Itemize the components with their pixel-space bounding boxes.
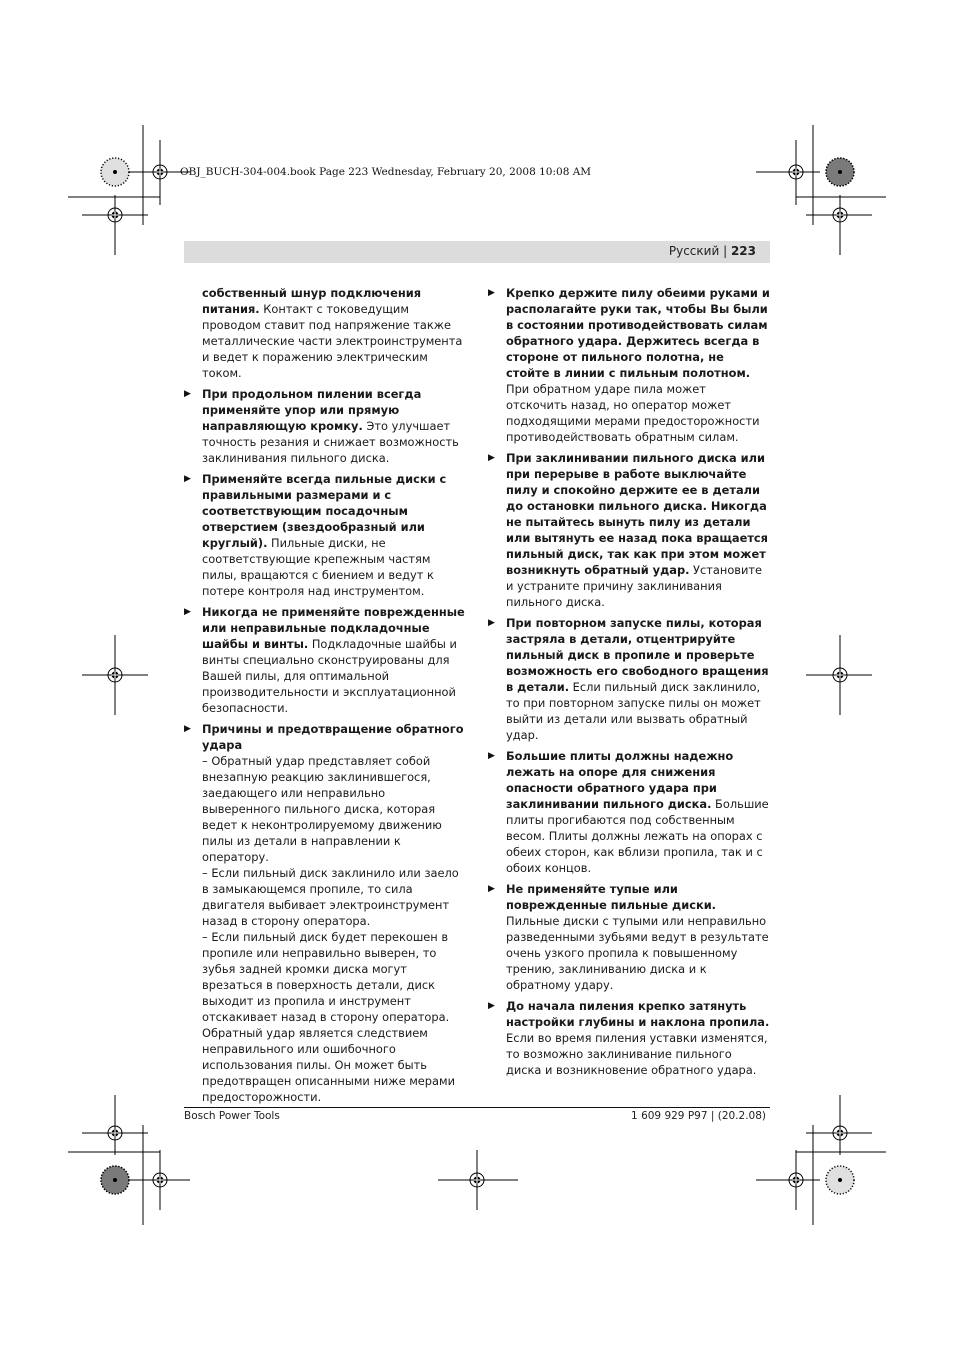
list-item bbox=[184, 604, 466, 716]
item-bold: При заклинивании пильного диска или при перерыве в работе выключайте пилу и спокойно держите ее в детали до остановки пильного диска. Никогда не пытайтесь вынуть пилу из детали или вытянуть ее назад пока вращается пильный диск, так как при этом может возникнуть обратный удар. bbox=[506, 451, 769, 577]
item-text: Установите и устраните причину заклинивания пильного диска. bbox=[506, 563, 763, 609]
item-bold: При продольном пилении всегда применяйте упор или прямую направляющую кромку. bbox=[202, 387, 422, 433]
list-item bbox=[488, 450, 770, 610]
kickback-title: Причины и предотвращение обратного удара bbox=[202, 722, 464, 752]
item-text: Пильные диски, не соответствующие крепежным частям пилы, вращаются с биением и ведут к потере контроля над инструментом. bbox=[202, 536, 434, 598]
item-text: Пильные диски с тупыми или неправильно разведенными зубьями ведут в результате очень узкого пропила к повышенному трению, заклиниванию диска и к обратному удару. bbox=[506, 914, 769, 992]
footer-doc-number: 1 609 929 P97 | (20.2.08) bbox=[631, 1110, 766, 1122]
item-bold: Большие плиты должны надежно лежать на опоре для снижения опасности обратного удара при заклинивании пильного диска. bbox=[506, 749, 734, 811]
kickback-paragraph: Обратный удар является следствием неправильного или ошибочного использования пилы. Он может быть предотвращен описанными ниже мерами предосторожности. bbox=[202, 1026, 456, 1104]
list-item bbox=[184, 471, 466, 599]
footer-brand: Bosch Power Tools bbox=[184, 1110, 280, 1122]
print-job-line: OBJ_BUCH-304-004.book Page 223 Wednesday, February 20, 2008 10:08 AM bbox=[180, 166, 592, 178]
item-text: Подкладочные шайбы и винты специально сконструированы для Вашей пилы, для оптимальной производительности и эксплуатационной безопасности. bbox=[202, 637, 457, 715]
kickback-paragraph: – Если пильный диск будет перекошен в пропиле или неправильно выверен, то зубья задней кромки диска могут врезаться в поверхность детали, диск выходит из пропила и инструмент отскакивает назад в сторону оператора. bbox=[202, 930, 450, 1024]
item-text: Большие плиты прогибаются под собственным весом. Плиты должны лежать на опорах с обеих сторон, как вблизи пропила, так и с обоих концов. bbox=[506, 797, 769, 875]
page-number: 223 bbox=[730, 244, 756, 258]
bullet-icon: ▶ bbox=[184, 724, 191, 734]
kickback-section bbox=[184, 721, 466, 1105]
item-bold: Применяйте всегда пильные диски с правильными размерами и с соответствующим посадочным отверстием (звездообразный или круглый). bbox=[202, 472, 447, 550]
bullet-icon: ▶ bbox=[184, 607, 191, 617]
continuation-bold: собственный шнур подключения питания. bbox=[202, 286, 422, 316]
item-bold: До начала пиления крепко затянуть настройки глубины и наклона пропила. bbox=[506, 999, 770, 1029]
bullet-icon: ▶ bbox=[488, 453, 495, 463]
list-item bbox=[184, 386, 466, 466]
kickback-paragraph: – Обратный удар представляет собой внезапную реакцию заклинившегося, заедающего или неправильно выверенного пильного диска, которая ведет к неконтролируемому движению пилы из детали в направлении к оператору. bbox=[202, 754, 442, 864]
item-text: Если во время пиления уставки изменятся, то возможно заклинивание пильного диска и возникновение обратного удара. bbox=[506, 1031, 768, 1077]
right-column bbox=[488, 285, 770, 1083]
kickback-paragraph: – Если пильный диск заклинило или заело в замыкающемся пропиле, то сила двигателя выбивает электроинструмент назад в сторону оператора. bbox=[202, 866, 459, 928]
bullet-icon: ▶ bbox=[184, 389, 191, 399]
header-language: Русский bbox=[668, 244, 720, 258]
item-bold: Не применяйте тупые или поврежденные пильные диски. bbox=[506, 882, 717, 912]
list-item bbox=[488, 998, 770, 1078]
header-separator: | bbox=[719, 244, 731, 258]
bullet-icon: ▶ bbox=[488, 884, 495, 894]
left-column bbox=[184, 285, 466, 1110]
list-item bbox=[488, 615, 770, 743]
footer-rule bbox=[184, 1107, 770, 1108]
continuation-text: Контакт с токоведущим проводом ставит под напряжение также металлические части электроинструмента и ведет к поражению электрическим током. bbox=[202, 302, 463, 380]
bullet-icon: ▶ bbox=[184, 474, 191, 484]
list-item bbox=[488, 881, 770, 993]
item-bold: Крепко держите пилу обеими руками и располагайте руки так, чтобы Вы были в состоянии противодействовать силам обратного удара. Держитесь всегда в стороне от пильного полотна, не стойте в линии с пильным полотном. bbox=[506, 286, 770, 380]
item-text: Это улучшает точность резания и снижает возможность заклинивания пильного диска. bbox=[202, 419, 459, 465]
bullet-icon: ▶ bbox=[488, 618, 495, 628]
item-bold: Никогда не применяйте поврежденные или неправильные подкладочные шайбы и винты. bbox=[202, 605, 465, 651]
continuation-paragraph bbox=[184, 285, 466, 381]
item-text: Если пильный диск заклинило, то при повторном запуске пилы он может выйти из детали или вызвать обратный удар. bbox=[506, 680, 761, 742]
list-item bbox=[488, 285, 770, 445]
item-bold: При повторном запуске пилы, которая застряла в детали, отцентрируйте пильный диск в пропиле и проверьте возможность его свободного вращения в детали. bbox=[506, 616, 769, 694]
item-text: При обратном ударе пила может отскочить назад, но оператор может подходящими мерами предосторожности противодействовать обратным силам. bbox=[506, 382, 760, 444]
list-item bbox=[488, 748, 770, 876]
bullet-icon: ▶ bbox=[488, 751, 495, 761]
bullet-icon: ▶ bbox=[488, 1001, 495, 1011]
bullet-icon: ▶ bbox=[488, 288, 495, 298]
page-header bbox=[184, 241, 770, 263]
